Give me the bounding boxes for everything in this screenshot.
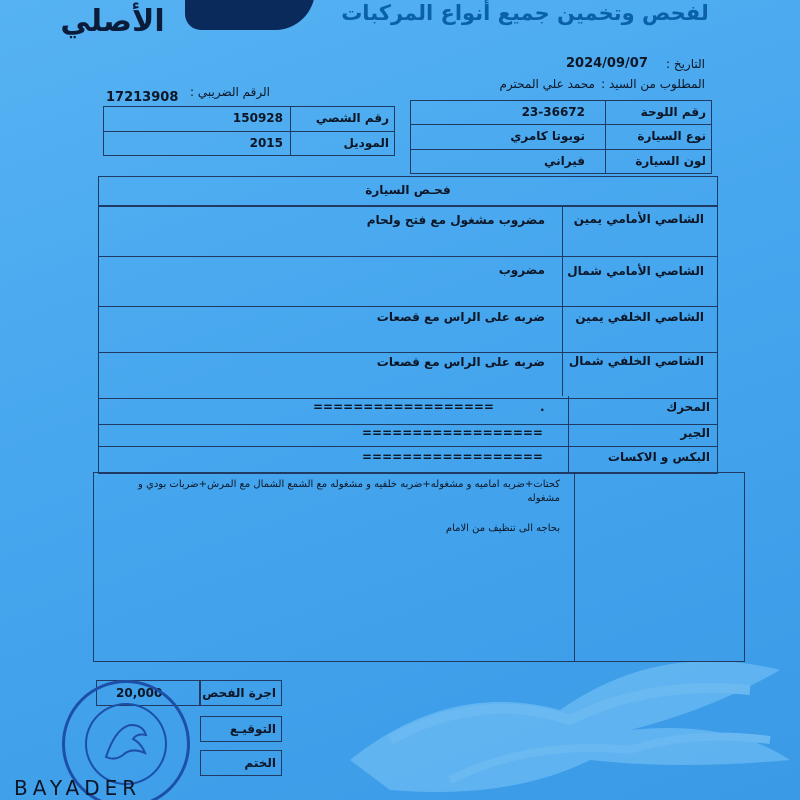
model-label: الموديل	[343, 136, 389, 150]
engine-dot: .	[540, 400, 545, 414]
chassis-number-label: رقم الشصي	[315, 111, 389, 125]
notes-line-2: مشغوله	[527, 493, 560, 504]
front-right-chassis-label: الشاصي الأمامي يمين	[573, 212, 704, 226]
model-value: 2015	[249, 136, 283, 150]
notes-line-3: بحاجه الى تنظيف من الامام	[445, 523, 560, 534]
front-left-chassis-value: مضروب	[498, 263, 545, 277]
logo-text: الأصلي	[60, 4, 165, 39]
inspection-section-title: فحـص السيارة	[365, 183, 451, 197]
header-title: لفحص وتخمين جميع أنواع المركبات	[341, 1, 709, 25]
rear-left-chassis-label: الشاصي الخلفي شمال	[568, 354, 704, 368]
engine-label: المحرك	[666, 400, 710, 414]
date-value: 2024/09/07	[566, 56, 648, 71]
notes-line-1: كحتات+ضربه اماميه و مشغوله+ضربه خلفيه و مشغوله مع الشمع الشمال مع المرش+ضربات بودي و	[137, 479, 560, 490]
gear-value: ==================	[362, 426, 543, 440]
car-color-label: لون السيارة	[635, 154, 706, 168]
stamp-label: الختم	[244, 756, 276, 770]
tax-number-value: 17213908	[106, 90, 179, 105]
date-label: التاريخ :	[665, 57, 705, 71]
gear-label: الجير	[680, 426, 710, 440]
brand-name: BAYADER	[14, 776, 142, 800]
axles-value: ==================	[362, 450, 543, 464]
rear-right-chassis-value: ضربه على الراس مع قصعات	[376, 310, 545, 324]
fee-value: 20,000	[116, 686, 163, 700]
rear-left-chassis-value: ضربه على الراس مع قصعات	[376, 355, 545, 369]
stamp-eagle-icon	[101, 717, 151, 767]
rear-right-chassis-label: الشاصي الخلفي يمين	[575, 310, 704, 324]
plate-label: رقم اللوحة	[640, 105, 706, 119]
plate-value: 23-36672	[521, 105, 585, 119]
car-type-label: نوع السيارة	[637, 129, 706, 143]
car-type-value: تويوتا كامري	[510, 129, 585, 143]
front-right-chassis-value: مضروب مشغول مع فتح ولحام	[366, 213, 545, 227]
chassis-number-value: 150928	[232, 111, 283, 125]
requested-label: المطلوب من السيد :	[601, 77, 705, 91]
tax-number-label: الرقم الضريبي :	[190, 85, 270, 99]
requested-value: محمد علي المحترم	[499, 77, 595, 91]
fee-label: اجرة الفحص	[202, 686, 276, 700]
axles-label: البكس و الاكسات	[607, 450, 710, 464]
logo-mark	[185, 0, 315, 30]
engine-value: ==================	[313, 400, 494, 414]
car-color-value: فيراني	[544, 154, 585, 168]
front-left-chassis-label: الشاصي الأمامي شمال	[567, 264, 704, 278]
signature-label: التوقيـع	[229, 722, 276, 736]
